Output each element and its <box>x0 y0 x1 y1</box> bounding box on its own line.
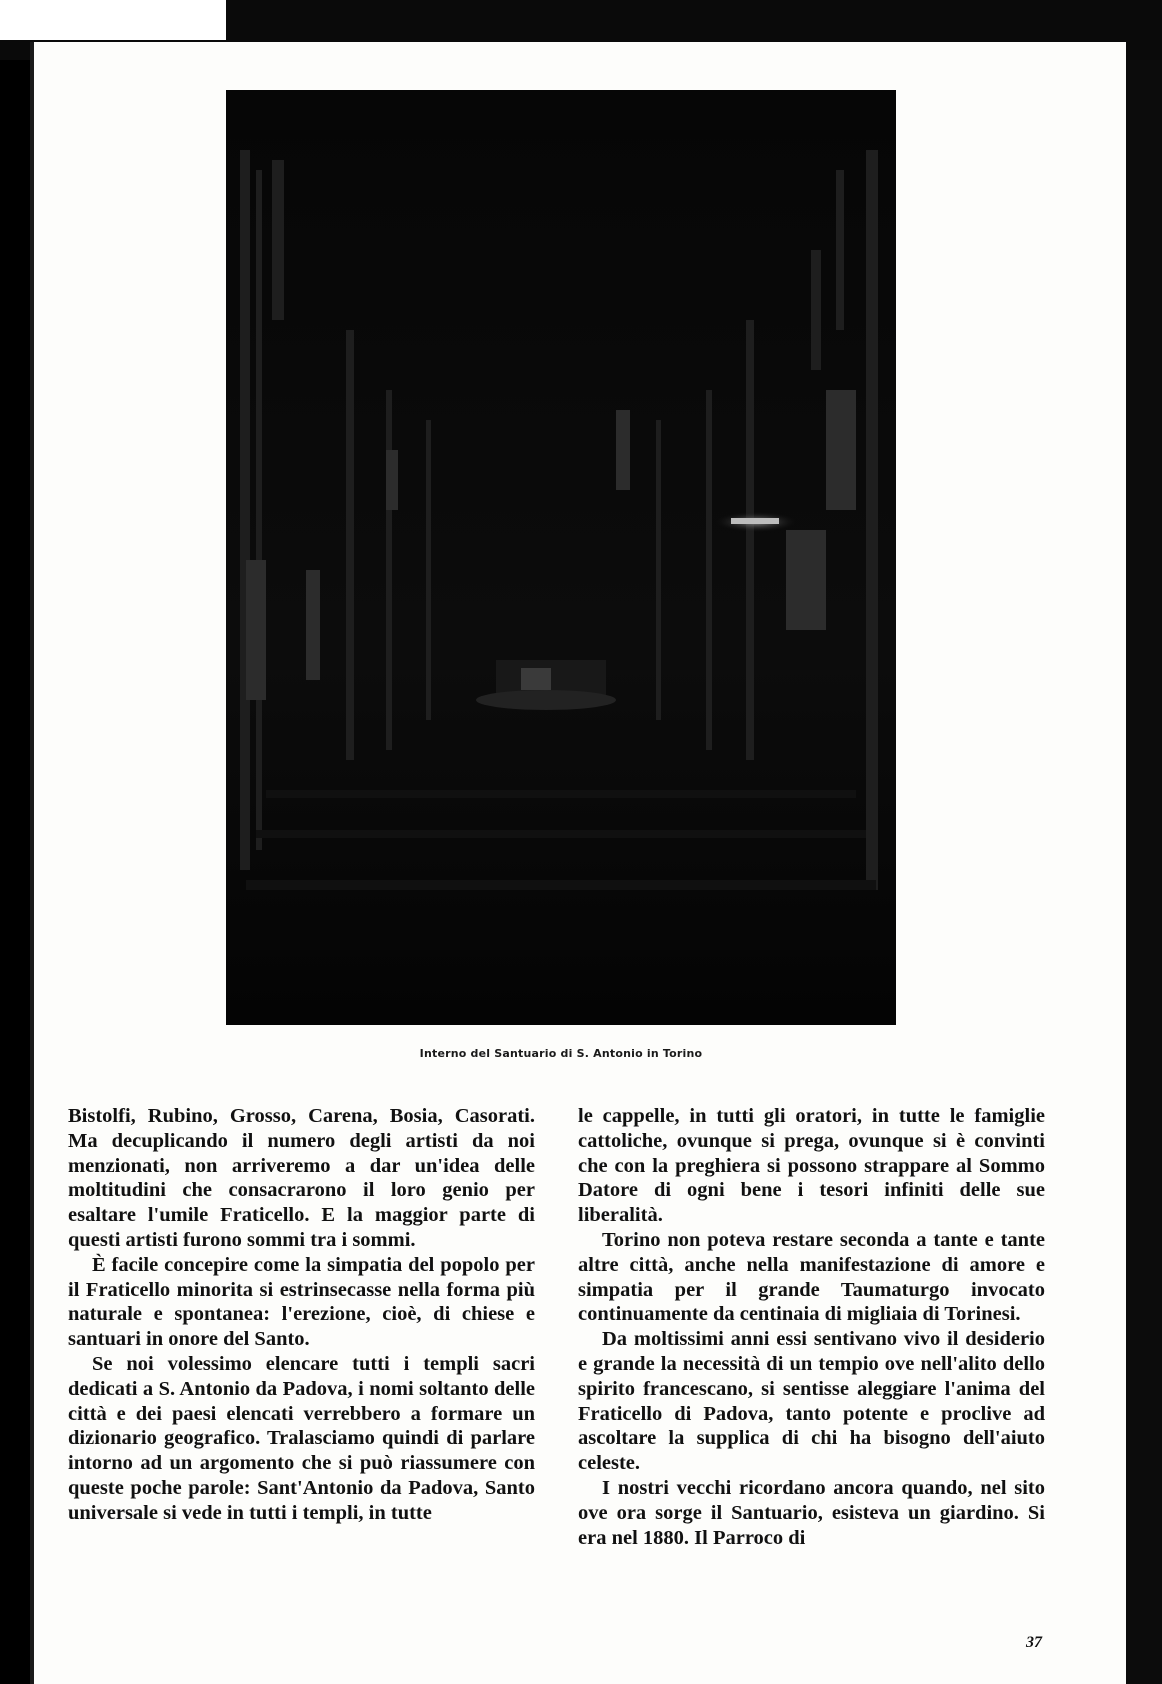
paragraph: Bistolfi, Rubino, Grosso, Carena, Bosia, Casorati. Ma decuplicando il numero degli artisti da noi menzionati, non arriveremo a dar un'idea delle moltitudini che consacrarono il loro genio per esaltare l'umile Fraticello. E la maggior parte di questi artisti furono sommi tra i sommi. <box>68 1105 535 1251</box>
text-column-left <box>68 1104 535 1526</box>
photo-illustration <box>226 90 896 1025</box>
text-column-right <box>578 1104 1045 1550</box>
sanctuary-interior-photo <box>226 90 896 1025</box>
paragraph: Torino non poteva restare seconda a tante e tante altre città, anche nella manifestazione di amore e simpatia per il grande Taumaturgo invocato continuamente da centinaia di migliaia di Torinesi. <box>578 1228 1045 1326</box>
altar <box>476 660 616 710</box>
paragraph: È facile concepire come la simpatia del popolo per il Fraticello minorita si estrinsecasse nella forma più naturale e spontanea: l'erezione, cioè, di chiese e santuari in onore del Santo. <box>68 1253 535 1351</box>
photo-caption: Interno del Santuario di S. Antonio in Torino <box>419 1047 703 1060</box>
paragraph: Se noi volessimo elencare tutti i templi sacri dedicati a S. Antonio da Padova, i nomi soltanto delle città e dei paesi elencati verrebbero a formare un dizionario geografico. Tralasciamo quindi di parlare intorno ad un argomento che si può riassumere con queste poche parole: Sant'Antonio da Padova, Santo universale si vede in tutti i templi, in tutte <box>68 1352 535 1524</box>
scan-corner <box>0 0 226 40</box>
lamp <box>731 518 779 524</box>
paragraph: Da moltissimi anni essi sentivano vivo il desiderio e grande la necessità di un tempio ove nell'alito dello spirito francescano, si sentisse aleggiare l'anima del Fraticello di Padova, tanto potente e proclive ad ascoltare la supplica di chi ha bisogno dell'aiuto celeste. <box>578 1328 1045 1475</box>
scan-border-right <box>1122 60 1162 1684</box>
page-number: 37 <box>1026 1634 1042 1651</box>
paragraph: le cappelle, in tutti gli oratori, in tutte le famiglie cattoliche, ovunque si prega, ovunque si è convinti che con la preghiera si possono strappare al Sommo Datore di ogni bene i tesori infiniti delle sue liberalità. <box>578 1105 1045 1227</box>
paragraph: I nostri vecchi ricordano ancora quando, nel sito ove ora sorge il Santuario, esisteva un giardino. Si era nel 1880. Il Parroco di <box>578 1476 1045 1549</box>
